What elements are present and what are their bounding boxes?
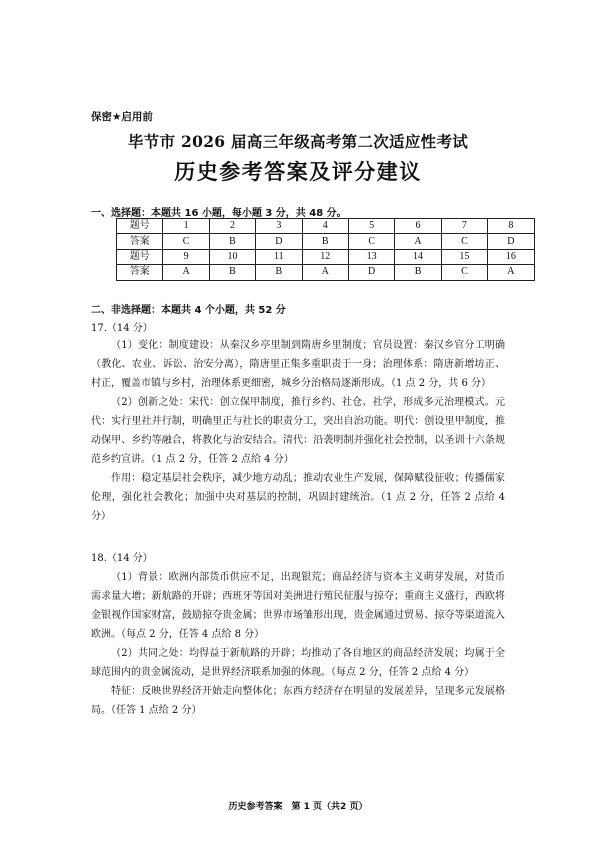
- answer-table-cell: 题号: [117, 249, 163, 264]
- exam-title: 毕节市 2026 届高三年级高考第二次适应性考试: [127, 132, 469, 151]
- answer-table-cell: A: [488, 265, 534, 280]
- page-footer: 历史参考答案 第 1 页（共2 页）: [228, 802, 368, 812]
- answer-table-cell: B: [395, 265, 441, 280]
- answer-table-cell: 题号: [117, 219, 163, 234]
- question-17-answer: [91, 336, 505, 526]
- answer-table-row: [117, 265, 535, 280]
- answer-table-cell: C: [348, 234, 394, 249]
- confidential-label: 保密★启用前: [91, 111, 153, 123]
- answer-table-cell: 1: [163, 219, 209, 234]
- part1-heading: 一、选择题：本题共 16 小题，每小题 3 分，共 48 分。: [91, 208, 347, 219]
- answer-table-cell: B: [302, 234, 348, 249]
- q17-effect: 作用：稳定基层社会秩序，减少地方动乱；推动农业生产发展，保障赋役征收；传播儒家伦理，强化社会教化；加强中央对基层的控制，巩固封建统治。（1 点 2 分，任答 2 点给 4 分）: [91, 473, 505, 522]
- answer-table-cell: A: [395, 234, 441, 249]
- answer-table-cell: A: [163, 265, 209, 280]
- answer-table-cell: B: [209, 234, 255, 249]
- answer-table-cell: D: [348, 265, 394, 280]
- answer-table-cell: 答案: [117, 265, 163, 280]
- q18-part2: （2）共同之处：均得益于新航路的开辟；均推动了各自地区的商品经济发展；均属于全球范围内的贵金属流动，是世界经济联系加强的体现。（每点 2 分，任答 2 点给 4 分）: [91, 648, 505, 678]
- answer-table-cell: A: [302, 265, 348, 280]
- q18-feature: 特征：反映世界经济开始走向整体化；东西方经济存在明显的发展差异，呈现多元发展格局。（任答 1 点给 2 分）: [91, 686, 505, 716]
- answer-table-cell: 2: [209, 219, 255, 234]
- answer-table-cell: 9: [163, 249, 209, 264]
- answer-table-cell: 15: [441, 249, 487, 264]
- answer-table-cell: 4: [302, 219, 348, 234]
- answer-table-cell: 12: [302, 249, 348, 264]
- answer-table-cell: D: [256, 234, 302, 249]
- answer-table-cell: C: [163, 234, 209, 249]
- q17-part2: （2）创新之处：宋代：创立保甲制度，推行乡约、社仓、社学，形成多元治理模式。元代：实行里社并行制，明确里正与社长的职责分工，突出自治功能。明代：创设里甲制度，推动保甲、乡约等融合，将教化与治安结合。清代：沿袭明制并强化社会控制，以圣训十六条规范乡约宣讲。（1 点 2 分，任答 2 点给 4 分）: [91, 397, 505, 465]
- answer-table-cell: C: [441, 234, 487, 249]
- answer-table-row: [117, 249, 535, 264]
- answer-table-cell: D: [488, 234, 534, 249]
- answer-table-cell: 6: [395, 219, 441, 234]
- q18-part1: （1）背景：欧洲内部货币供应不足，出现银荒；商品经济与资本主义萌芽发展，对货币需求量大增；新航路的开辟；西班牙等国对美洲进行殖民征服与掠夺；重商主义盛行，西欧将金银视作国家财富，鼓励掠夺贵金属；世界市场雏形出现，贵金属通过贸易、掠夺等渠道流入欧洲。（每点 2 分，任答 4 点给 8 分）: [91, 572, 505, 640]
- answer-table-cell: 16: [488, 249, 534, 264]
- answer-table-cell: 11: [256, 249, 302, 264]
- answer-table-cell: B: [209, 265, 255, 280]
- q17-part1: （1）变化：制度建设：从秦汉乡亭里制到隋唐乡里制度；官员设置：秦汉乡官分工明确（教化、农业、诉讼、治安分离），隋唐里正集多重职责于一身；治理体系：隋唐新增坊正、村正，覆盖市镇与乡村，治理体系更细密，城乡分治格局逐渐形成。（1 点 2 分，共 6 分）: [91, 340, 505, 389]
- question-18-answer: [91, 568, 505, 720]
- question-17-heading: 17.（14 分）: [91, 323, 153, 334]
- answer-table: [116, 218, 535, 281]
- answer-table-cell: 8: [488, 219, 534, 234]
- answer-table-cell: 10: [209, 249, 255, 264]
- answer-table-cell: 3: [256, 219, 302, 234]
- document-title: 历史参考答案及评分建议: [174, 160, 422, 184]
- question-18-heading: 18.（14 分）: [91, 553, 153, 564]
- answer-table-cell: 答案: [117, 234, 163, 249]
- answer-table-cell: C: [441, 265, 487, 280]
- answer-table-cell: B: [256, 265, 302, 280]
- answer-table-row: [117, 219, 535, 234]
- answer-table-cell: 14: [395, 249, 441, 264]
- part2-heading: 二、非选择题：本题共 4 个小题，共 52 分: [91, 305, 286, 316]
- answer-table-row: [117, 234, 535, 249]
- answer-table-cell: 7: [441, 219, 487, 234]
- answer-table-cell: 13: [348, 249, 394, 264]
- answer-table-cell: 5: [348, 219, 394, 234]
